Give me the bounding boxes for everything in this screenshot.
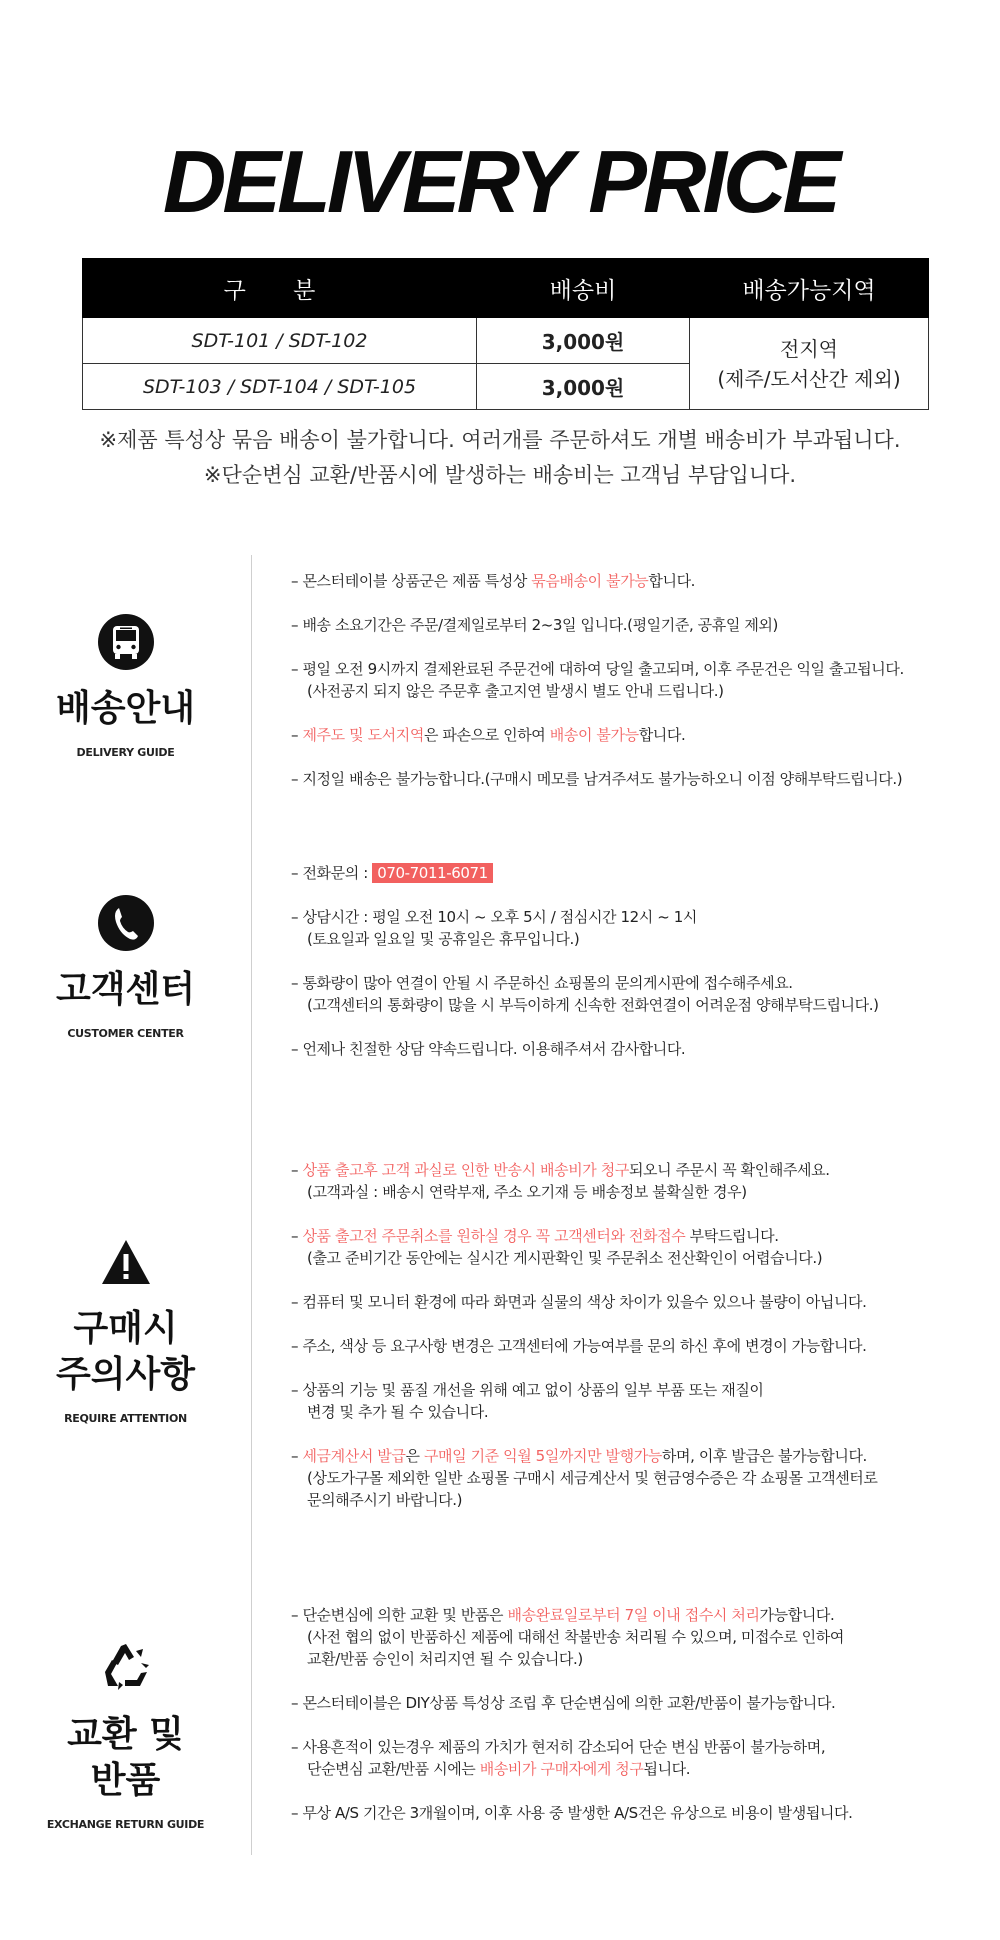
area-line-1: 전지역	[780, 336, 838, 361]
note-line: ※제품 특성상 묶음 배송이 불가합니다. 여러개를 주문하셔도 개별 배송비가 부과됩니다.	[99, 428, 901, 452]
section-delivery-content	[291, 570, 971, 812]
section-subtitle: REQUIRE ATTENTION	[64, 1412, 187, 1425]
model-cell: SDT-101 / SDT-102	[83, 318, 477, 364]
shipping-notes	[0, 423, 1000, 493]
delivery-price-table	[82, 258, 929, 410]
list-item: – 무상 A/S 기간은 3개월이며, 이후 사용 중 발생한 A/S건은 유상으로 비용이 발생됩니다.	[291, 1804, 853, 1822]
area-line-2: (제주/도서산간 제외)	[717, 366, 901, 391]
section-attention-content	[291, 1159, 971, 1533]
section-title: 교환 및 반품	[67, 1714, 184, 1801]
list-item: – 주소, 색상 등 요구사항 변경은 고객센터에 가능여부를 문의 하신 후에 변경이 가능합니다.	[291, 1337, 867, 1355]
recycle-icon	[96, 1638, 156, 1698]
section-title: 고객센터	[55, 969, 196, 1010]
page-title: DELIVERY PRICE	[162, 132, 838, 231]
list-item: – 컴퓨터 및 모니터 환경에 따라 화면과 실물의 색상 차이가 있을수 있으나 불량이 아닙니다.	[291, 1293, 867, 1311]
section-subtitle: EXCHANGE RETURN GUIDE	[46, 1818, 205, 1831]
list-item: – 사용흔적이 있는경우 제품의 가치가 현저히 감소되어 단순 변심 반품이 불가능하며, 단순변심 교환/반품 시에는 배송비가 구매자에게 청구됩니다.	[291, 1738, 826, 1778]
list-item: – 상품 출고전 주문취소를 원하실 경우 꼭 고객센터와 전화접수 부탁드립니다. (출고 준비기간 동안에는 실시간 게시판확인 및 주문취소 전산확인이 어렵습니다.)	[291, 1227, 823, 1267]
phone-number[interactable]: 070-7011-6071	[372, 863, 493, 883]
list-item: – 세금계산서 발급은 구매일 기준 익월 5일까지만 발행가능하며, 이후 발급은 불가능합니다. (상도가구몰 제외한 일반 쇼핑몰 구매시 세금계산서 및 현금영수증은 각 쇼핑몰 고객센터로 문의해주시기 바랍니다.)	[291, 1447, 878, 1509]
section-exchange-content	[291, 1604, 971, 1846]
section-delivery-header	[0, 612, 251, 759]
section-title: 배송안내	[55, 688, 196, 729]
list-item: – 제주도 및 도서지역은 파손으로 인하여 배송이 불가능합니다.	[291, 726, 686, 744]
phone-icon	[96, 893, 156, 953]
list-item: – 몬스터테이블은 DIY상품 특성상 조립 후 단순변심에 의한 교환/반품이 불가능합니다.	[291, 1694, 836, 1712]
area-cell	[690, 318, 929, 410]
list-item: – 배송 소요기간은 주문/결제일로부터 2~3일 입니다.(평일기준, 공휴일 제외)	[291, 616, 778, 634]
section-customer-header	[0, 893, 251, 1040]
list-item: – 언제나 친절한 상담 약속드립니다. 이용해주셔서 감사합니다.	[291, 1040, 686, 1058]
fee-cell: 3,000원	[477, 364, 690, 410]
section-subtitle: CUSTOMER CENTER	[67, 1027, 184, 1040]
table-header-row	[83, 259, 929, 318]
list-item: – 상품 출고후 고객 과실로 인한 반송시 배송비가 청구되오니 주문시 꼭 확인해주세요. (고객과실 : 배송시 연락부재, 주소 오기재 등 배송정보 불확실한 경우)	[291, 1161, 830, 1201]
section-title: 구매시 주의사항	[55, 1308, 196, 1395]
fee-cell: 3,000원	[477, 318, 690, 364]
divider	[251, 555, 252, 1855]
note-line: ※단순변심 교환/반품시에 발생하는 배송비는 고객님 부담입니다.	[203, 463, 797, 487]
section-exchange-header	[0, 1638, 251, 1831]
list-item: – 지정일 배송은 불가능합니다.(구매시 메모를 남겨주셔도 불가능하오니 이점 양해부탁드립니다.)	[291, 770, 903, 788]
list-item: – 평일 오전 9시까지 결제완료된 주문건에 대하여 당일 출고되며, 이후 주문건은 익일 출고됩니다. (사전공지 되지 않은 주문후 출고지연 발생시 별도 안내 드립니다.)	[291, 660, 904, 700]
table-row	[83, 318, 929, 364]
model-cell: SDT-103 / SDT-104 / SDT-105	[83, 364, 477, 410]
header-fee: 배송비	[477, 259, 690, 318]
section-attention-header	[0, 1232, 251, 1425]
section-subtitle: DELIVERY GUIDE	[76, 746, 175, 759]
list-item: – 단순변심에 의한 교환 및 반품은 배송완료일로부터 7일 이내 접수시 처리가능합니다. (사전 협의 없이 반품하신 제품에 대해선 착불반송 처리될 수 있으며, 미접수로 인하여 교환/반품 승인이 처리지연 될 수 있습니다.)	[291, 1606, 844, 1668]
list-item: – 상품의 기능 및 품질 개선을 위해 예고 없이 상품의 일부 부품 또는 재질이 변경 및 추가 될 수 있습니다.	[291, 1381, 764, 1421]
header-area: 배송가능지역	[690, 259, 929, 318]
list-item: – 상담시간 : 평일 오전 10시 ~ 오후 5시 / 점심시간 12시 ~ 1시 (토요일과 일요일 및 공휴일은 휴무입니다.)	[291, 908, 698, 948]
list-item: – 몬스터테이블 상품군은 제품 특성상 묶음배송이 불가능합니다.	[291, 572, 696, 590]
list-item: – 통화량이 많아 연결이 안될 시 주문하신 쇼핑몰의 문의게시판에 접수해주세요. (고객센터의 통화량이 많을 시 부득이하게 신속한 전화연결이 어려운점 양해부탁드립니다.)	[291, 974, 879, 1014]
header-category: 구 분	[83, 259, 477, 318]
list-item: – 전화문의 : 070-7011-6071	[291, 862, 971, 884]
section-customer-content	[291, 862, 971, 1082]
bus-icon	[96, 612, 156, 672]
warning-icon	[96, 1232, 156, 1292]
